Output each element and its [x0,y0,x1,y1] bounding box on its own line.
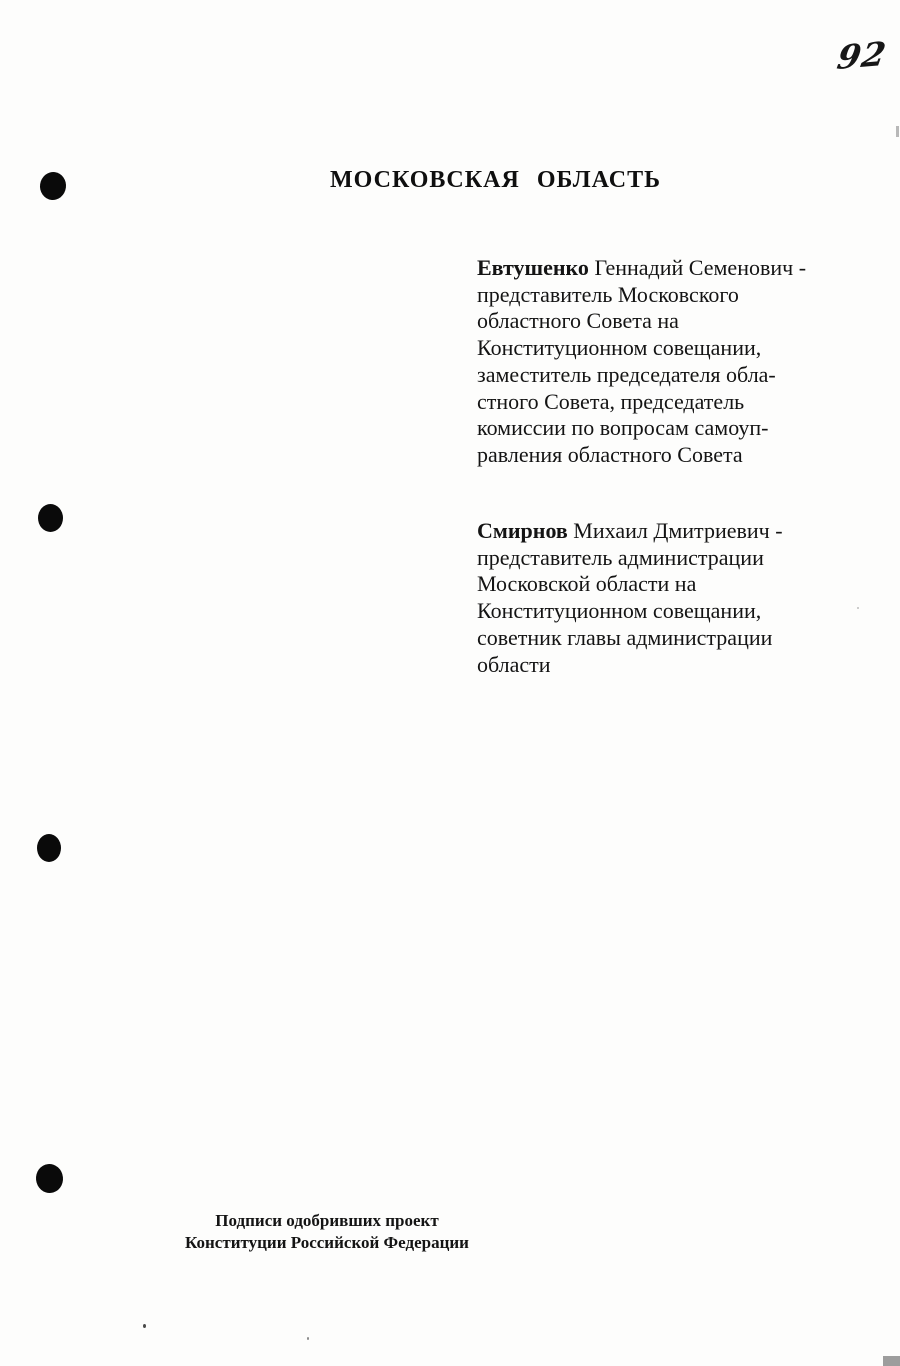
entry-line [477,518,783,545]
scan-artifact-speck [307,1337,309,1340]
binder-hole-punch [38,170,68,201]
signatures-caption [152,1210,502,1254]
entry-line: стного Совета, председатель [477,388,745,414]
delegate-surname: Евтушенко [477,255,589,280]
delegate-surname: Смирнов [477,518,568,543]
scan-artifact-speck [857,607,859,609]
entry-line: областного Совета на [477,308,679,334]
entry-line: представитель Московского [477,281,739,307]
entry-line: комиссии по вопросам самоуп- [477,415,769,441]
binder-hole-punch [38,504,63,532]
entry-line: равления областного Совета [477,441,743,467]
entry-line-text: Геннадий Семенович - [588,255,807,280]
entry-line: советник главы администрации [477,624,773,650]
entry-line: области [477,651,551,677]
delegate-entry-smirnov [477,518,783,678]
handwritten-page-number: 92 [834,33,890,78]
scan-artifact-speck [143,1324,146,1328]
caption-line-1: Подписи одобривших проект [215,1211,439,1230]
entry-line: Московской области на [477,571,697,597]
region-title: МОСКОВСКАЯ ОБЛАСТЬ [330,167,661,193]
scan-artifact-corner-mark [883,1356,900,1366]
entry-line: заместитель председателя обла- [477,361,776,387]
entry-line-text: Михаил Дмитриевич - [567,518,783,543]
binder-hole-punch [37,834,61,862]
entry-line [477,255,806,282]
entry-line: Конституционном совещании, [477,335,762,361]
caption-line-2: Конституции Российской Федерации [185,1233,469,1252]
binder-hole-punch [35,1163,65,1195]
entry-line: Конституционном совещании, [477,598,762,624]
scan-artifact-edge-tick [896,126,899,137]
entry-line: представитель администрации [477,544,764,570]
delegate-entry-evtushenko [477,255,806,469]
